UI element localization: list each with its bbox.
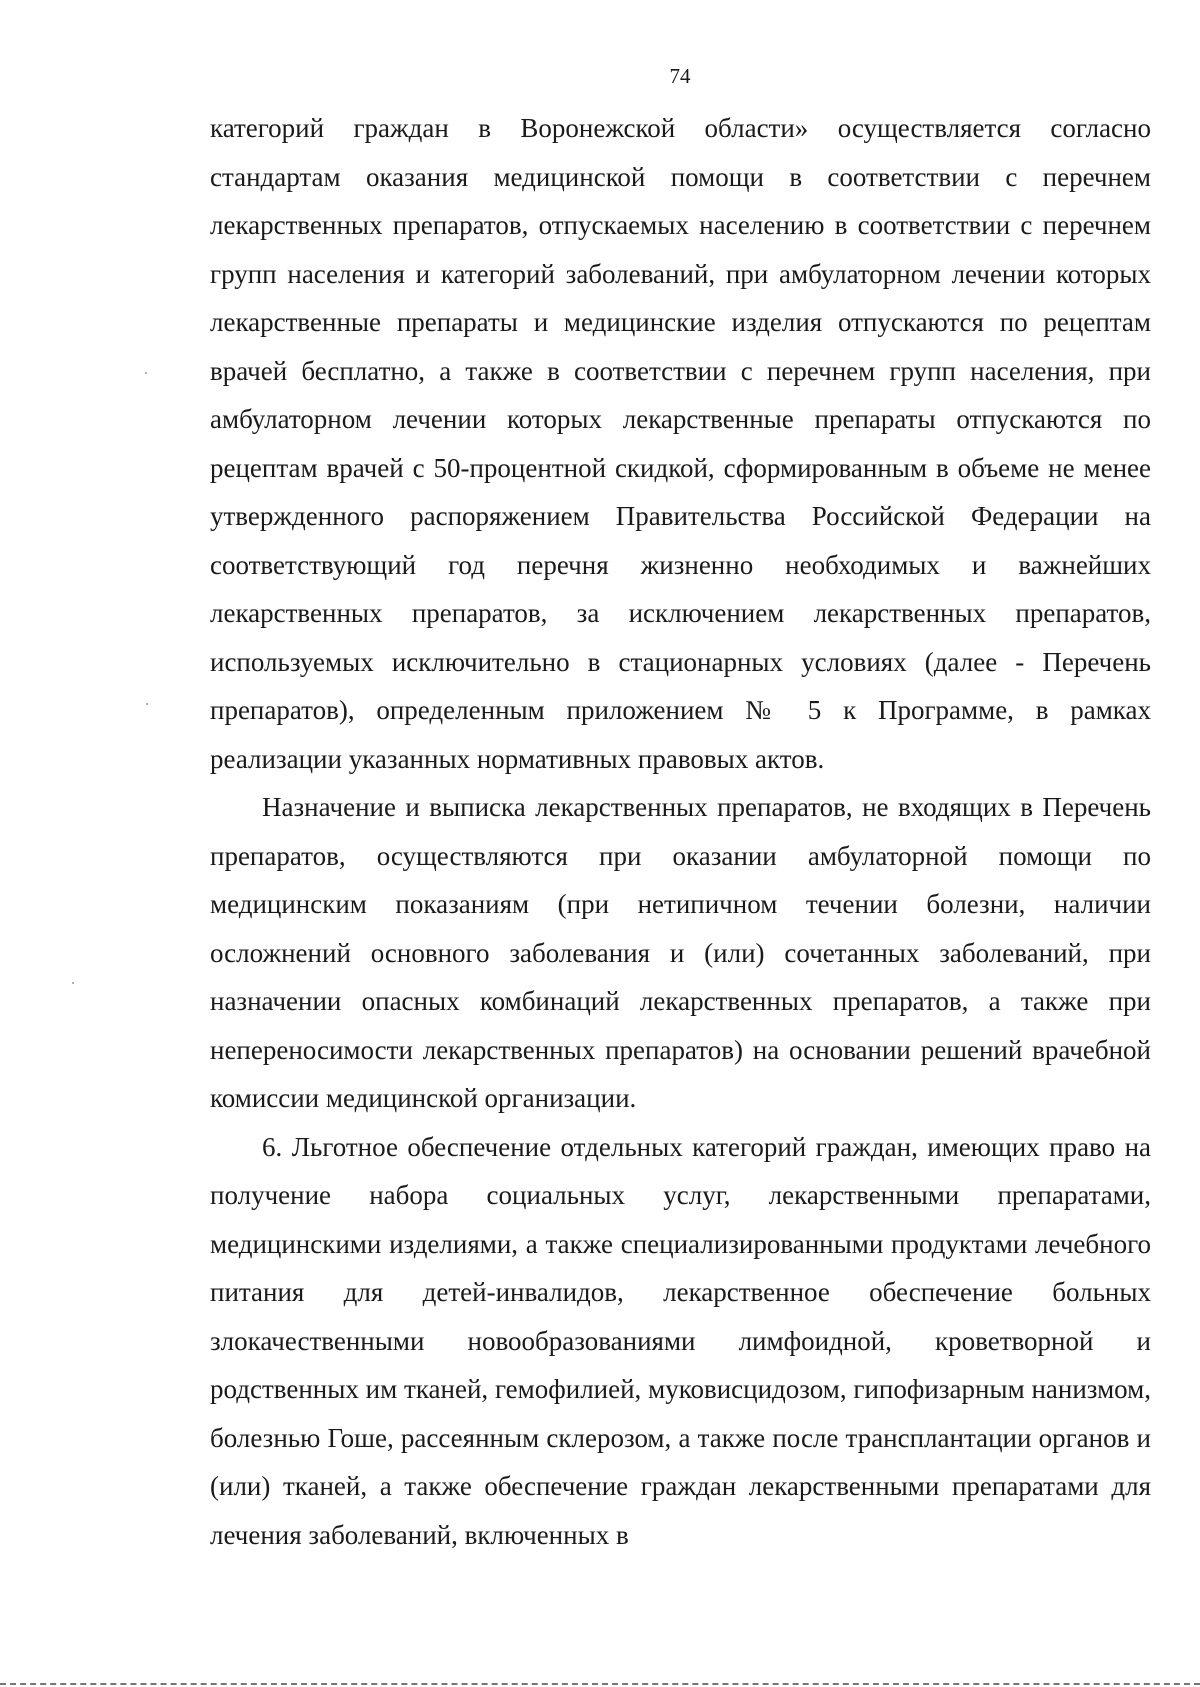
paragraph-prescription: Назначение и выписка лекарственных препаратов, не входящих в Перечень препаратов, осуществляются при оказании амбулаторной помощи по медицинским показаниям (при нетипичном течении болезни, наличии осложнений основного заболевания и (или) сочетанных заболеваний, при назначении опасных комбинаций лекарственных препаратов, а также при непереносимости лекарственных препаратов) на основании решений врачебной комиссии медицинской организации.: [210, 792, 1151, 1113]
page-number: 74: [669, 64, 691, 88]
paragraph-item-6: 6. Льготное обеспечение отдельных категорий граждан, имеющих право на получение набора социальных услуг, лекарственными препаратами, медицинскими изделиями, а также специализированными продуктами лечебного питания для детей-инвалидов, лекарственное обеспечение больных злокачественными новообразованиями лимфоидной, кроветворной и родственных им тканей, гемофилией, муковисцидозом, гипофизарным нанизмом, болезнью Гоше, рассеянным склерозом, а также после трансплантации органов и (или) тканей, а также обеспечение граждан лекарственными препаратами для лечения заболеваний, включенных в: [210, 1131, 1151, 1550]
page-bottom-edge: [0, 1683, 1200, 1685]
scan-speck: [146, 703, 148, 705]
paragraph-continuation: категорий граждан в Воронежской области» осуществляется согласно стандартам оказания медицинской помощи в соответствии с перечнем лекарственных препаратов, отпускаемых населению в соответствии с перечнем групп населения и категорий заболеваний, при амбулаторном лечении которых лекарственные препараты и медицинские изделия отпускаются по рецептам врачей бесплатно, а также в соответствии с перечнем групп населения, при амбулаторном лечении которых лекарственные препараты отпускаются по рецептам врачей с 50-процентной скидкой, сформированным в объеме не менее утвержденного распоряжением Правительства Российской Федерации на соответствующий год перечня жизненно необходимых и важнейших лекарственных препаратов, за исключением лекарственных препаратов, используемых исключительно в стационарных условиях (далее - Перечень препаратов), определенным приложением № 5 к Программе, в рамках реализации указанных нормативных правовых актов.: [210, 113, 1151, 774]
document-body: [210, 104, 1151, 1559]
scan-speck: [145, 372, 147, 374]
scan-speck: [72, 982, 74, 984]
